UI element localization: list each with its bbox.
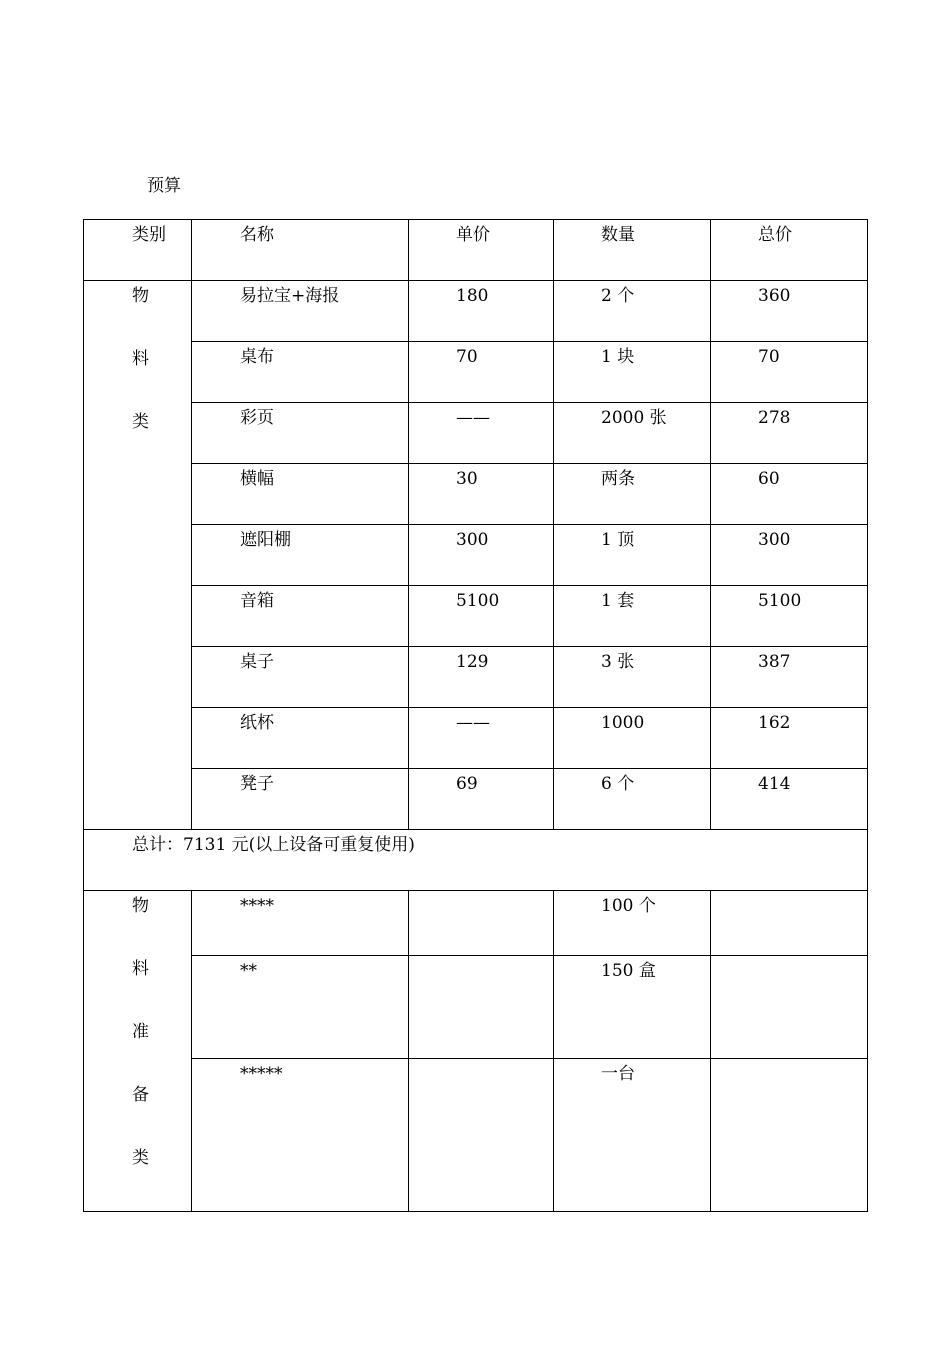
item-price: —— [409, 708, 554, 769]
item-name: 遮阳棚 [192, 525, 409, 586]
table-row [84, 1058, 868, 1211]
item-qty: 1000 [554, 708, 711, 769]
budget-table [83, 219, 868, 1212]
header-quantity: 数量 [554, 220, 711, 281]
item-qty: 150 盒 [554, 956, 711, 1058]
header-total-price: 总价 [711, 220, 868, 281]
category-char: 料 [132, 959, 149, 979]
item-qty: 1 套 [554, 586, 711, 647]
category-preparation [84, 891, 192, 1212]
item-qty: 两条 [554, 464, 711, 525]
item-total: 278 [711, 403, 868, 464]
item-name: 彩页 [192, 403, 409, 464]
item-price [409, 1058, 554, 1211]
table-row [84, 769, 868, 830]
category-char: 物 [132, 286, 149, 306]
item-name: ***** [192, 1058, 409, 1211]
item-price: 5100 [409, 586, 554, 647]
table-row [84, 342, 868, 403]
item-price: 30 [409, 464, 554, 525]
category-char: 类 [132, 412, 149, 432]
item-total: 414 [711, 769, 868, 830]
item-name: 横幅 [192, 464, 409, 525]
header-category: 类别 [84, 220, 192, 281]
table-row [84, 281, 868, 342]
item-price: 129 [409, 647, 554, 708]
item-total: 300 [711, 525, 868, 586]
page-title: 预算 [147, 176, 181, 196]
item-name: 纸杯 [192, 708, 409, 769]
table-row [84, 403, 868, 464]
summary-row [84, 830, 868, 891]
item-name: **** [192, 891, 409, 956]
item-price: 180 [409, 281, 554, 342]
category-char: 备 [132, 1085, 149, 1105]
item-qty: 一台 [554, 1058, 711, 1211]
table-row [84, 647, 868, 708]
item-total: 360 [711, 281, 868, 342]
table-row [84, 956, 868, 1058]
item-total [711, 1058, 868, 1211]
item-total: 5100 [711, 586, 868, 647]
item-name: 音箱 [192, 586, 409, 647]
item-price: 70 [409, 342, 554, 403]
category-char: 准 [132, 1022, 149, 1042]
summary-total: 总计：7131 元(以上设备可重复使用) [84, 830, 868, 891]
item-total [711, 891, 868, 956]
item-total: 70 [711, 342, 868, 403]
item-total [711, 956, 868, 1058]
header-row [84, 220, 868, 281]
item-price [409, 956, 554, 1058]
item-qty: 6 个 [554, 769, 711, 830]
item-name: 易拉宝+海报 [192, 281, 409, 342]
item-price: 69 [409, 769, 554, 830]
item-total: 60 [711, 464, 868, 525]
category-char: 料 [132, 349, 149, 369]
item-qty: 3 张 [554, 647, 711, 708]
item-qty: 1 顶 [554, 525, 711, 586]
item-qty: 100 个 [554, 891, 711, 956]
item-price [409, 891, 554, 956]
item-price: —— [409, 403, 554, 464]
item-qty: 1 块 [554, 342, 711, 403]
item-name: ** [192, 956, 409, 1058]
category-char: 类 [132, 1148, 149, 1168]
item-name: 桌子 [192, 647, 409, 708]
item-name: 凳子 [192, 769, 409, 830]
header-unit-price: 单价 [409, 220, 554, 281]
item-total: 162 [711, 708, 868, 769]
table-row [84, 464, 868, 525]
item-qty: 2000 张 [554, 403, 711, 464]
category-materials [84, 281, 192, 830]
item-name: 桌布 [192, 342, 409, 403]
table-row [84, 586, 868, 647]
table-row [84, 525, 868, 586]
item-price: 300 [409, 525, 554, 586]
category-char: 物 [132, 896, 149, 916]
table-row [84, 708, 868, 769]
item-qty: 2 个 [554, 281, 711, 342]
header-name: 名称 [192, 220, 409, 281]
item-total: 387 [711, 647, 868, 708]
table-row [84, 891, 868, 956]
